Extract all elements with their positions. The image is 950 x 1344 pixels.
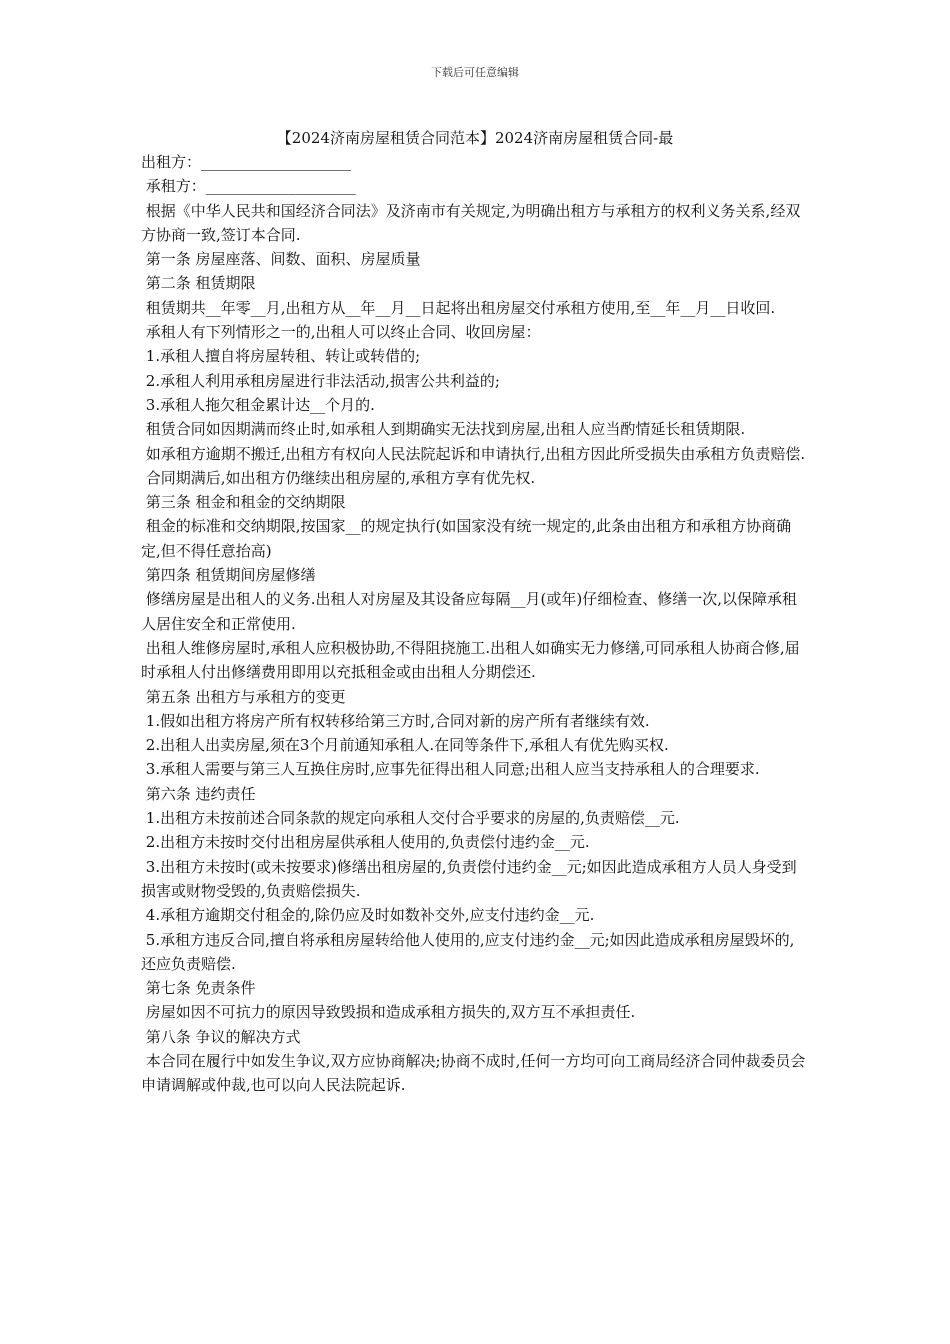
article-3-paragraph: 租金的标准和交纳期限,按国家__的规定执行(如国家没有统一规定的,此条由出租方和承租方协商确定,但不得任意抬高) xyxy=(141,517,792,560)
article-4-paragraph-1: 修缮房屋是出租人的义务.出租人对房屋及其设备应每隔__月(或年)仔细检查、修缮一次,以保障承租人居住安全和正常使用. xyxy=(141,590,798,633)
article-5-item-1: 1.假如出租方将房产所有权转移给第三方时,合同对新的房产所有者继续有效. xyxy=(141,711,650,730)
lessee-line: 承租方：____________________ xyxy=(141,177,356,196)
article-2-overdue-paragraph: 如承租方逾期不搬迁,出租方有权向人民法院起诉和申请执行,出租方因此所受损失由承租方负责赔偿. xyxy=(141,444,806,463)
article-2-item-2: 2.承租人利用承租房屋进行非法活动,损害公共利益的; xyxy=(141,371,500,390)
lessor-line: 出租方：____________________ xyxy=(141,153,352,171)
article-5-item-3: 3.承租人需要与第三人互换住房时,应事先征得出租人同意;出租人应当支持承租人的合理要求. xyxy=(141,760,760,779)
article-2-expiry-paragraph: 租赁合同如因期满而终止时,如承租人到期确实无法找到房屋,出租人应当酌情延长租赁期限. xyxy=(141,420,746,439)
article-2-item-3: 3.承租人拖欠租金累计达__个月的. xyxy=(141,395,375,414)
article-2-heading: 第二条 租赁期限 xyxy=(141,274,256,293)
article-4-heading: 第四条 租赁期间房屋修缮 xyxy=(141,566,316,585)
preamble-paragraph: 根据《中华人民共和国经济合同法》及济南市有关规定,为明确出租方与承租方的权利义务关系,经双方协商一致,签订本合同. xyxy=(141,201,801,244)
article-6-heading: 第六条 违约责任 xyxy=(141,784,256,803)
article-4-paragraph-2: 出租人维修房屋时,承租人应积极协助,不得阻挠施工.出租人如确实无力修缮,可同承租人协商合修,届时承租人付出修缮费用即用以充抵租金或由出租人分期偿还. xyxy=(141,638,800,682)
document-title: 【2024济南房屋租赁合同范本】2024济南房屋租赁合同-最 xyxy=(276,129,674,147)
article-5-heading: 第五条 出租方与承租方的变更 xyxy=(141,687,346,706)
article-7-heading: 第七条 免责条件 xyxy=(141,979,256,998)
article-6-item-4: 4.承租方逾期交付租金的,除仍应及时如数补交外,应支付违约金__元. xyxy=(141,906,595,925)
article-2-term-paragraph: 租赁期共__年零__月,出租方从__年__月__日起将出租房屋交付承租方使用,至__年__月__日收回. xyxy=(141,298,776,317)
header-note: 下载后可任意编辑 xyxy=(431,66,519,79)
article-6-item-2: 2.出租方未按时交付出租房屋供承租人使用的,负责偿付违约金__元. xyxy=(141,833,590,852)
article-8-heading: 第八条 争议的解决方式 xyxy=(141,1027,301,1046)
article-8-paragraph: 本合同在履行中如发生争议,双方应协商解决;协商不成时,任何一方均可向工商局经济合同仲裁委员会申请调解或仲裁,也可以向人民法院起诉. xyxy=(141,1051,806,1095)
article-7-paragraph: 房屋如因不可抗力的原因导致毁损和造成承租方损失的,双方互不承担责任. xyxy=(141,1003,636,1022)
article-2-priority-paragraph: 合同期满后,如出租方仍继续出租房屋的,承租方享有优先权. xyxy=(141,468,536,487)
article-2-termination-intro: 承租人有下列情形之一的,出租人可以终止合同、收回房屋： xyxy=(141,323,541,342)
article-6-item-1: 1.出租方未按前述合同条款的规定向承租人交付合乎要求的房屋的,负责赔偿__元. xyxy=(141,809,680,828)
article-6-item-5: 5.承租方违反合同,擅自将承租房屋转给他人使用的,应支付违约金__元;如因此造成承租房屋毁坏的,还应负责赔偿. xyxy=(141,930,795,973)
article-2-item-1: 1.承租人擅自将房屋转租、转让或转借的; xyxy=(141,347,421,366)
article-6-item-3: 3.出租方未按时(或未按要求)修缮出租房屋的,负责偿付违约金__元;如因此造成承租方人员人身受到损害或财物受毁的,负责赔偿损失. xyxy=(141,857,797,900)
article-3-heading: 第三条 租金和租金的交纳期限 xyxy=(141,493,346,512)
article-5-item-2: 2.出租人出卖房屋,须在3个月前通知承租人.在同等条件下,承租人有优先购买权. xyxy=(141,736,669,755)
document-body xyxy=(141,150,809,1098)
article-1-heading: 第一条 房屋座落、间数、面积、房屋质量 xyxy=(141,250,421,269)
